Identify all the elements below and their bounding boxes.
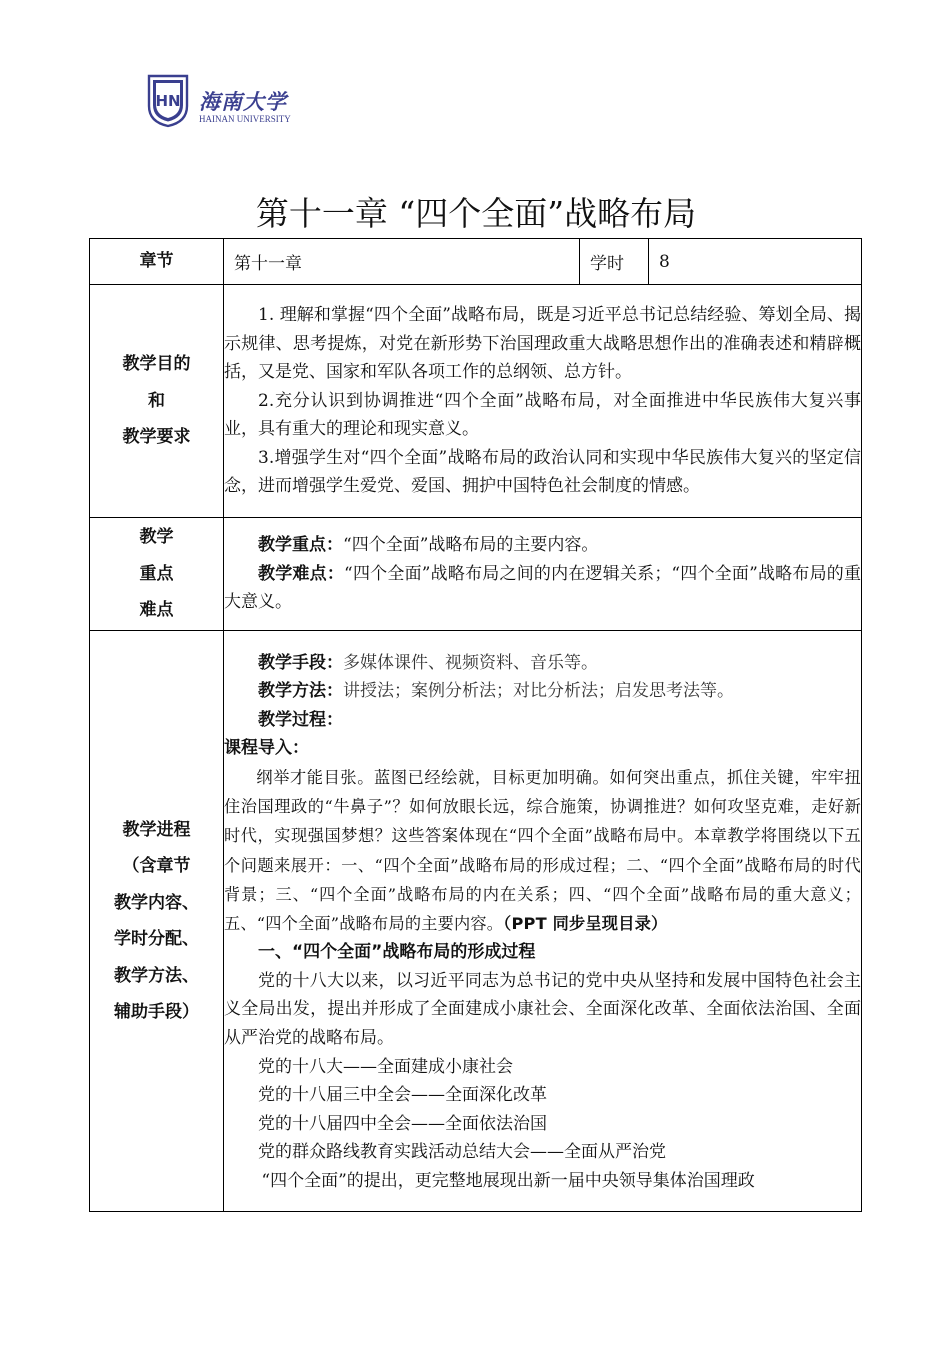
key-points-row: [90, 518, 862, 631]
means-text: 多媒体课件、视频资料、音乐等。: [343, 652, 598, 673]
milestone-item: 党的群众路线教育实践活动总结大会——全面从严治党: [258, 1142, 666, 1163]
process-label-line: 教学方法、: [114, 965, 199, 986]
process-row: [90, 631, 862, 1212]
milestone-item: 党的十八届三中全会——全面深化改革: [258, 1085, 547, 1106]
section1-paragraph: 党的十八大以来，以习近平同志为总书记的党中央从坚持和发展中国特色社会主义全局出发，提出并形成了全面建成小康社会、全面深化改革、全面依法治国、全面从严治党的战略布局。: [224, 970, 861, 1048]
intro-text: 纲举才能目张。蓝图已经绘就，目标更加明确。如何突出重点，抓住关键，牢牢扭住治国理政的“牛鼻子”？如何放眼长远，综合施策，协调推进？如何攻坚克难，走好新时代，实现强国梦想？这些答案体现在“四个全面”战略布局中。本章教学将围绕以下五个问题来展开：一、“四个全面”战略布局的形成过程；二、“四个全面”战略布局的时代背景；三、“四个全面”战略布局的内在关系；四、“四个全面”战略布局的重大意义；五、“四个全面”战略布局的主要内容。: [224, 767, 861, 933]
goals-row: [90, 285, 862, 518]
header-row: [90, 239, 862, 285]
closing-line: “四个全面”的提出，更完整地展现出新一届中央领导集体治国理政: [261, 1170, 755, 1191]
process-label-line: 教学进程: [122, 819, 191, 840]
key-label-line: 教学: [139, 527, 174, 548]
intro-paragraph: [224, 763, 861, 938]
goals-label-line: 和: [148, 390, 165, 411]
logo-english-name: HAINAN UNIVERSITY: [199, 114, 291, 124]
key-label-line: 重点: [139, 563, 174, 584]
lesson-plan-table: [89, 238, 862, 1212]
means-paragraph: [224, 649, 861, 678]
process-content: [224, 631, 862, 1212]
hours-value: 8: [649, 239, 862, 285]
key-points-content: [224, 518, 862, 631]
chapter-label: 章节: [90, 239, 224, 285]
goal-item: 3.增强学生对“四个全面”战略布局的政治认同和实现中华民族伟大复兴的坚定信念，进而增强学生爱党、爱国、拥护中国特色社会制度的情感。: [224, 447, 861, 497]
methods-text: 讲授法；案例分析法；对比分析法；启发思考法等。: [343, 681, 734, 702]
goal-item: 2.充分认识到协调推进“四个全面”战略布局，对全面推进中华民族伟大复兴事业，具有重大的理论和现实意义。: [224, 390, 861, 440]
focus-label: 教学重点：: [258, 535, 343, 556]
key-points-label: [90, 518, 224, 631]
chapter-value: 第十一章: [224, 239, 580, 285]
seal-text: HN: [155, 92, 181, 110]
goals-label-line: 教学目的: [122, 354, 191, 375]
methods-paragraph: [224, 677, 861, 706]
logo-chinese-name: 海南大学: [199, 90, 287, 114]
goals-label-line: 教学要求: [122, 427, 191, 448]
difficulty-label: 教学难点：: [258, 563, 345, 584]
process-label-line: 学时分配、: [114, 929, 199, 949]
hours-label: 学时: [580, 239, 649, 285]
intro-label: 课程导入：: [224, 738, 309, 759]
goals-label: [90, 285, 224, 518]
difficulty-paragraph: [224, 560, 861, 617]
key-label-line: 难点: [139, 600, 174, 621]
focus-paragraph: [224, 531, 861, 560]
goal-item: 1. 理解和掌握“四个全面”战略布局，既是习近平总书记总结经验、筹划全局、揭示规律、思考提炼，对党在新形势下治国理政重大战略思想作出的准确表述和精辟概括，又是党、国家和军队各项工作的总纲领、总方针。: [224, 304, 861, 383]
difficulty-text: “四个全面”战略布局之间的内在逻辑关系；“四个全面”战略布局的重大意义。: [224, 563, 862, 613]
milestone-item: 党的十八大——全面建成小康社会: [258, 1056, 513, 1077]
methods-label: 教学方法：: [258, 681, 343, 702]
university-seal-icon: [145, 72, 191, 128]
process-label-line: 辅助手段）: [114, 1002, 199, 1022]
intro-ppt-note: （PPT 同步呈现目录）: [503, 913, 668, 933]
process-label-line: 教学内容、: [114, 892, 199, 913]
section1-title: 一、“四个全面”战略布局的形成过程: [258, 942, 536, 963]
focus-text: “四个全面”战略布局的主要内容。: [343, 535, 599, 556]
hainan-university-logo: [145, 72, 315, 134]
chapter-title: 第十一章 “四个全面”战略布局: [255, 194, 697, 233]
procedure-label: 教学过程：: [258, 709, 343, 730]
goals-content: [224, 285, 862, 518]
process-label-line: （含章节: [122, 856, 191, 876]
milestone-item: 党的十八届四中全会——全面依法治国: [258, 1113, 547, 1134]
process-label: [90, 631, 224, 1212]
means-label: 教学手段：: [258, 652, 343, 673]
